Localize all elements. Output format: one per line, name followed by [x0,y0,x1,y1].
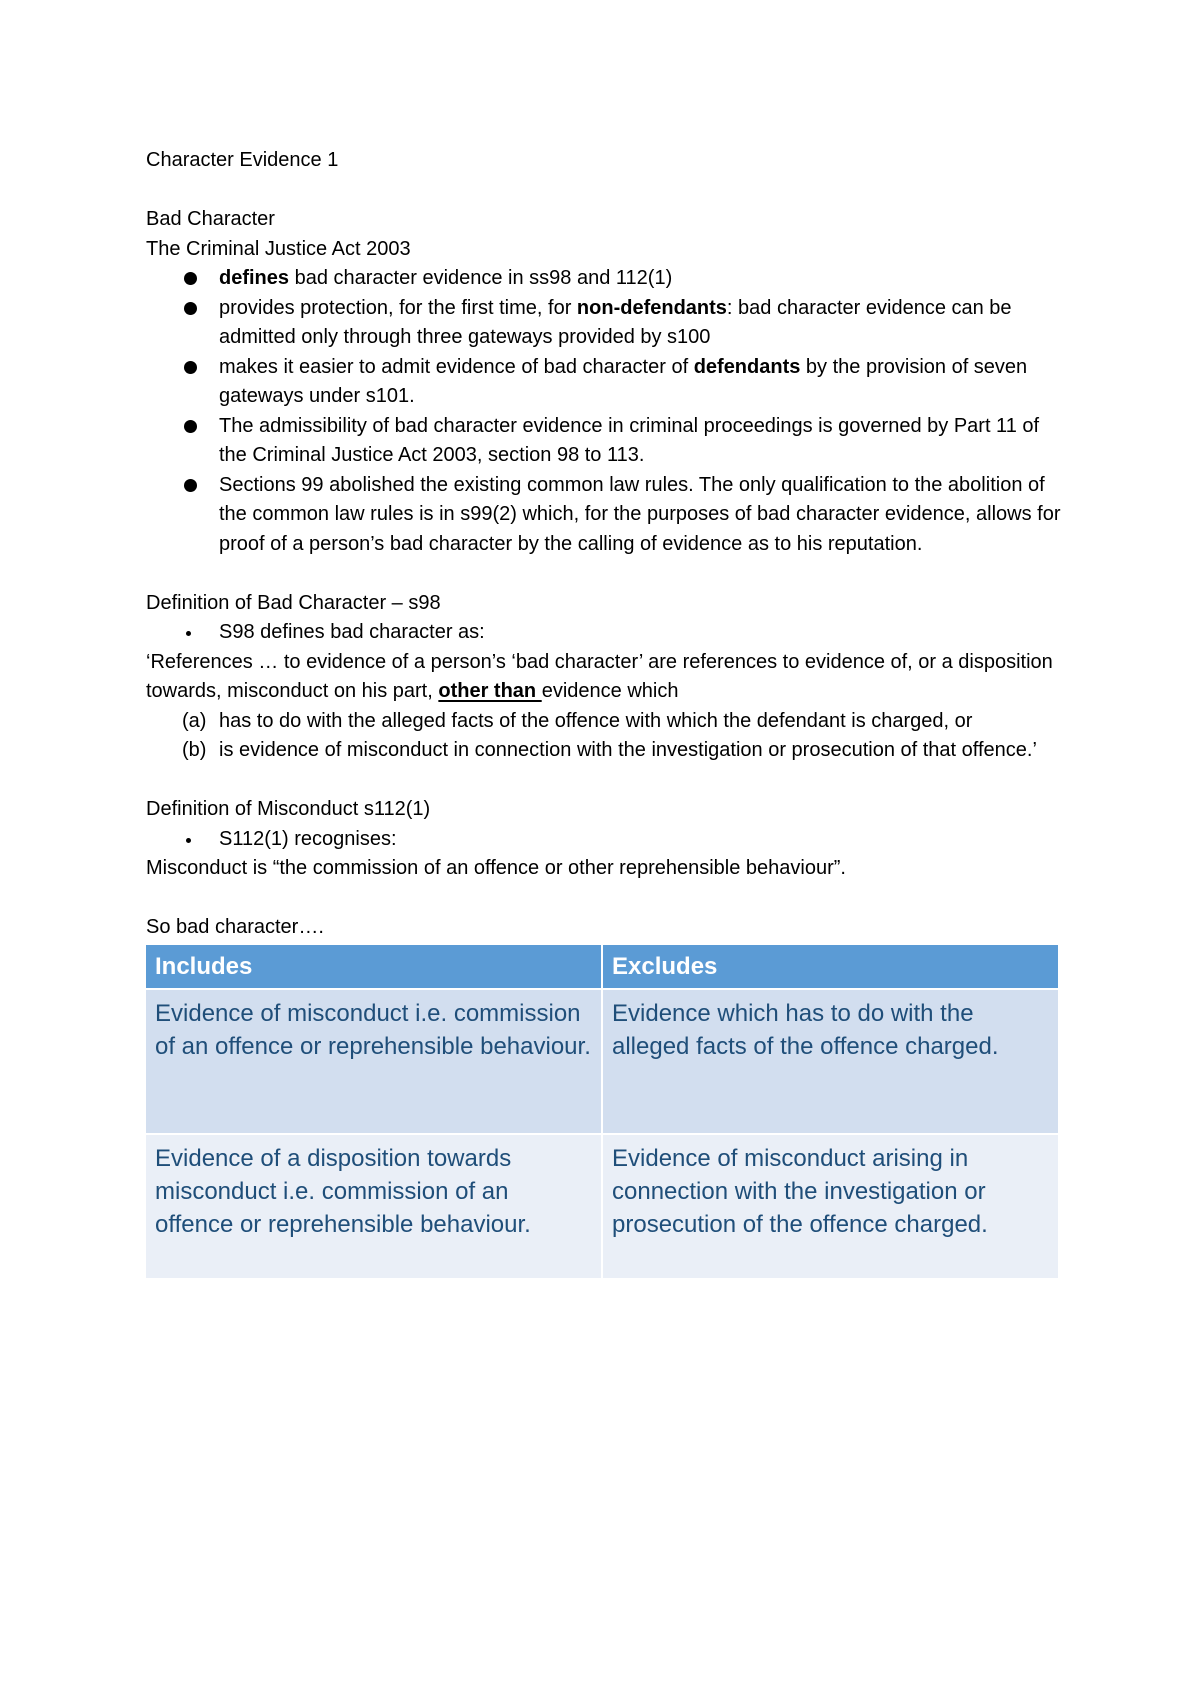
list-item: Sections 99 abolished the existing common law rules. The only qualification to the abolition of the common law rules is in s99(2) which, for the purposes of bad character evidence, allows for proof of a person’s bad character by the calling of evidence as to his reputation. [146,471,1064,560]
s112-bullet-list [146,825,1064,855]
list-item: S112(1) recognises: [146,825,1064,855]
s98-exclusions-list [146,707,1064,766]
section-heading-bad-character: Bad Character [146,208,275,230]
includes-excludes-table [146,945,1058,1278]
list-item: defines bad character evidence in ss98 and 112(1) [146,264,1064,294]
table-cell: Evidence of misconduct i.e. commission of an offence or reprehensible behaviour. [146,989,602,1134]
table-intro: So bad character…. [146,916,324,938]
list-item: provides protection, for the first time, for non-defendants: bad character evidence can be admitted only through three gateways provided by s100 [146,294,1064,353]
list-item: makes it easier to admit evidence of bad character of defendants by the provision of seven gateways under s101. [146,353,1064,412]
section-subheading-cja: The Criminal Justice Act 2003 [146,237,411,260]
s98-quote: ‘References … to evidence of a person’s ‘bad character’ are references to evidence of, or a disposition towards, misconduct on his part, other than evidence which [146,650,1053,702]
cja-bullet-list [146,264,1064,559]
table-row [146,1134,1058,1278]
list-item: (a) has to do with the alleged facts of the offence with which the defendant is charged, or [182,709,973,732]
table-cell: Evidence which has to do with the alleged facts of the offence charged. [602,989,1058,1134]
section-heading-definition-bad-character: Definition of Bad Character – s98 [146,591,441,614]
s98-bullet-list [146,618,1064,648]
table-header-excludes: Excludes [602,945,1058,989]
table-row [146,989,1058,1134]
table-header-includes: Includes [146,945,602,989]
list-item: S98 defines bad character as: [146,618,1064,648]
table-header-row [146,945,1058,989]
list-item: (b) is evidence of misconduct in connection with the investigation or prosecution of that offence.’ [182,739,1037,761]
document-title: Character Evidence 1 [146,149,339,171]
misconduct-definition: Misconduct is “the commission of an offence or other reprehensible behaviour”. [146,857,846,879]
section-heading-definition-misconduct: Definition of Misconduct s112(1) [146,798,431,820]
table-cell: Evidence of misconduct arising in connection with the investigation or prosecution of the offence charged. [602,1134,1058,1278]
table-cell: Evidence of a disposition towards misconduct i.e. commission of an offence or reprehensible behaviour. [146,1134,602,1278]
list-item: The admissibility of bad character evidence in criminal proceedings is governed by Part 11 of the Criminal Justice Act 2003, section 98 to 113. [146,412,1064,471]
